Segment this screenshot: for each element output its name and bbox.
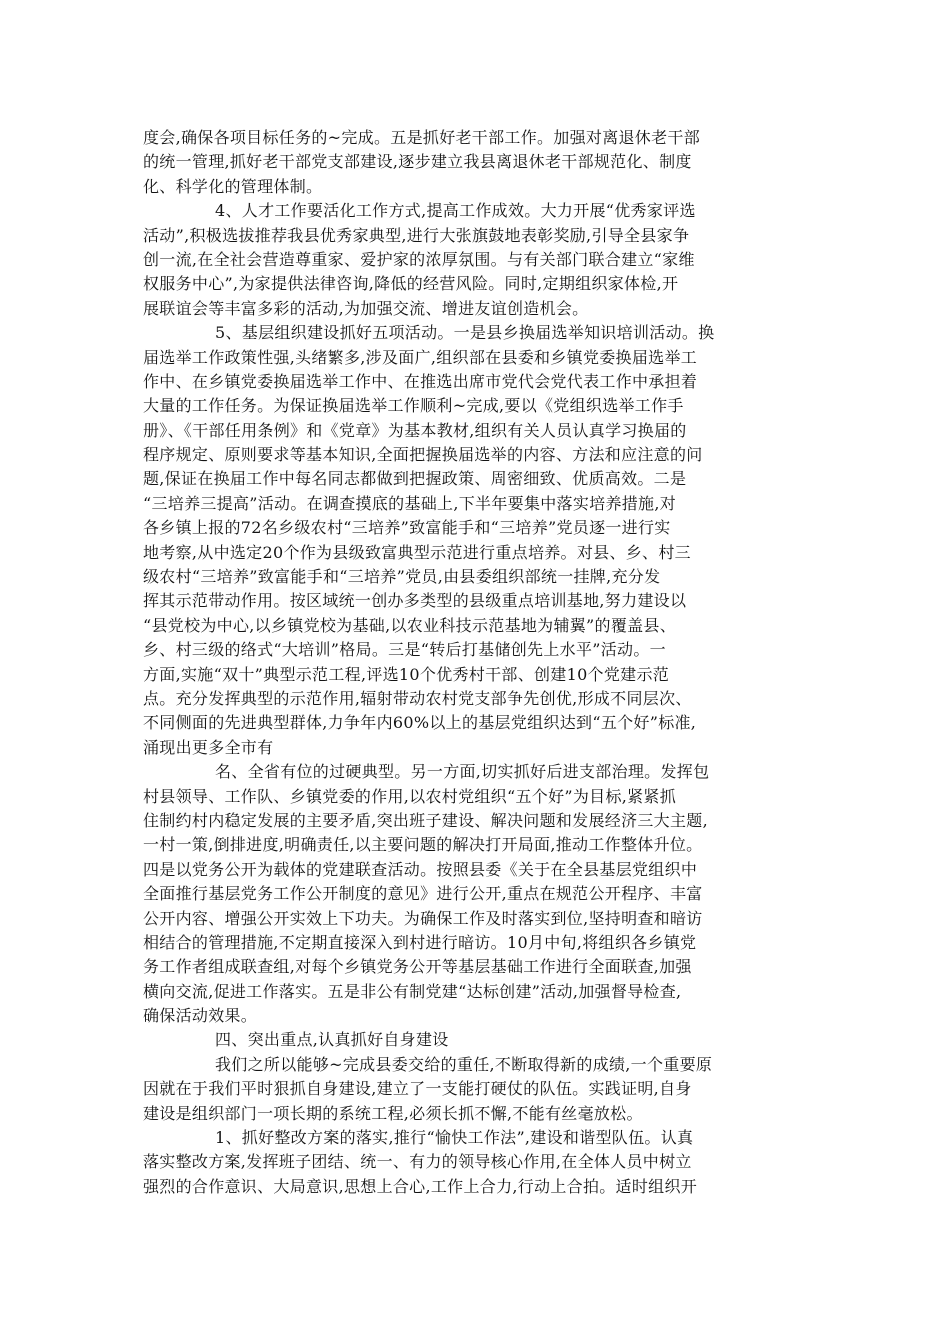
text-line: 度会,确保各项目标任务的~完成。五是抓好老干部工作。加强对离退休老干部: [143, 128, 700, 147]
text-line: “县党校为中心,以乡镇党校为基础,以农业科技示范基地为辅翼”的覆盖县、: [143, 615, 677, 635]
text-line: 落实整改方案,发挥班子团结、统一、有力的领导核心作用,在全体人员中树立: [143, 1152, 692, 1172]
text-line: 作中、在乡镇党委换届选举工作中、在推选出席市党代会党代表工作中承担着: [143, 371, 698, 391]
text-line: 住制约村内稳定发展的主要矛盾,突出班子建设、解决问题和发展经济三大主题,: [143, 810, 708, 830]
text-line: 级农村“三培养”致富能手和“三培养”党员,由县委组织部统一挂牌,充分发: [143, 567, 661, 587]
text-line: 活动”,积极选拔推荐我县优秀家典型,进行大张旗鼓地表彰奖励,引导全县家争: [143, 225, 690, 245]
text-line: 权服务中心”,为家提供法律咨询,降低的经营风险。同时,定期组织家体检,开: [143, 274, 679, 294]
text-line: 展联谊会等丰富多彩的活动,为加强交流、增进友谊创造机会。: [143, 298, 589, 318]
text-line: 涌现出更多全市有: [143, 737, 274, 757]
text-line: 名、全省有位的过硬典型。另一方面,切实抓好后进支部治理。发挥包: [215, 762, 710, 782]
text-line: 方面,实施“双十”典型示范工程,评选10个优秀村干部、创建10个党建示范: [143, 664, 670, 684]
text-line: 因就在于我们平时狠抓自身建设,建立了一支能打硬仗的队伍。实践证明,自身: [143, 1079, 692, 1099]
text-line: 各乡镇上报的72名乡级农村“三培养”致富能手和“三培养”党员逐一进行实: [143, 518, 671, 538]
text-line: 村县领导、工作队、乡镇党委的作用,以农村党组织“五个好”为目标,紧紧抓: [143, 786, 677, 806]
text-line: 点。充分发挥典型的示范作用,辐射带动农村党支部争先创优,形成不同层次、: [143, 688, 692, 708]
text-line: 创一流,在全社会营造尊重家、爱护家的浓厚氛围。与有关部门联合建立“家维: [143, 249, 695, 269]
text-line: 我们之所以能够~完成县委交给的重任,不断取得新的成绩,一个重要原: [215, 1054, 713, 1074]
text-line: 的统一管理,抓好老干部党支部建设,逐步建立我县离退休老干部规范化、制度: [143, 152, 692, 172]
text-line: 地考察,从中选定20个作为县级致富典型示范进行重点培养。对县、乡、村三: [143, 542, 691, 562]
text-line: 题,保证在换届工作中每名同志都做到把握政策、周密细致、优质高效。二是: [143, 469, 687, 489]
text-line: 挥其示范带动作用。按区域统一创办多类型的县级重点培训基地,努力建设以: [143, 591, 687, 611]
text-line: “三培养三提高”活动。在调查摸底的基础上,下半年要集中落实培养措施,对: [143, 493, 677, 513]
text-line: 大量的工作任务。为保证换届选举工作顺利~完成,要以《党组织选举工作手: [143, 396, 684, 416]
text-line: 四、突出重点,认真抓好自身建设: [215, 1030, 449, 1050]
text-line: 册》、《干部任用条例》和《党章》为基本教材,组织有关人员认真学习换届的: [143, 420, 687, 440]
document-body: [143, 126, 811, 1199]
text-line: 建设是组织部门一项长期的系统工程,必须长抓不懈,不能有丝毫放松。: [143, 1103, 643, 1123]
text-line: 不同侧面的先进典型群体,力争年内60%以上的基层党组织达到“五个好”标准,: [143, 713, 697, 733]
text-line: 化、科学化的管理体制。: [143, 176, 323, 196]
text-line: 1、抓好整改方案的落实,推行“愉快工作法”,建设和谐型队伍。认真: [215, 1128, 694, 1148]
text-line: 程序规定、原则要求等基本知识,全面把握换届选举的内容、方法和应注意的问: [143, 445, 703, 465]
text-line: 全面推行基层党务工作公开制度的意见》进行公开,重点在规范公开程序、丰富: [143, 884, 703, 904]
text-line: 公开内容、增强公开实效上下功夫。为确保工作及时落实到位,坚持明查和暗访: [143, 908, 703, 928]
text-line: 横向交流,促进工作落实。五是非公有制党建“达标创建”活动,加强督导检查,: [143, 981, 682, 1001]
text-line: 四是以党务公开为载体的党建联查活动。按照县委《关于在全县基层党组织中: [143, 859, 698, 879]
text-line: 确保活动效果。: [143, 1006, 258, 1026]
text-line: 一村一策,倒排进度,明确责任,以主要问题的解决打开局面,推动工作整体升位。: [143, 835, 703, 855]
text-line: 5、基层组织建设抓好五项活动。一是县乡换届选举知识培训活动。换: [215, 323, 715, 343]
text-line: 乡、村三级的络式“大培训”格局。三是“转后打基储创先上水平”活动。一: [143, 640, 666, 660]
text-line: 相结合的管理措施,不定期直接深入到村进行暗访。10月中旬,将组织各乡镇党: [143, 932, 697, 952]
text-line: 强烈的合作意识、大局意识,思想上合心,工作上合力,行动上合拍。适时组织开: [143, 1176, 698, 1196]
text-line: 4、人才工作要活化工作方式,提高工作成效。大力开展“优秀家评选: [215, 201, 696, 221]
text-line: 届选举工作政策性强,头绪繁多,涉及面广,组织部在县委和乡镇党委换届选举工: [143, 347, 698, 367]
text-line: 务工作者组成联查组,对每个乡镇党务公开等基层基础工作进行全面联查,加强: [143, 957, 692, 977]
